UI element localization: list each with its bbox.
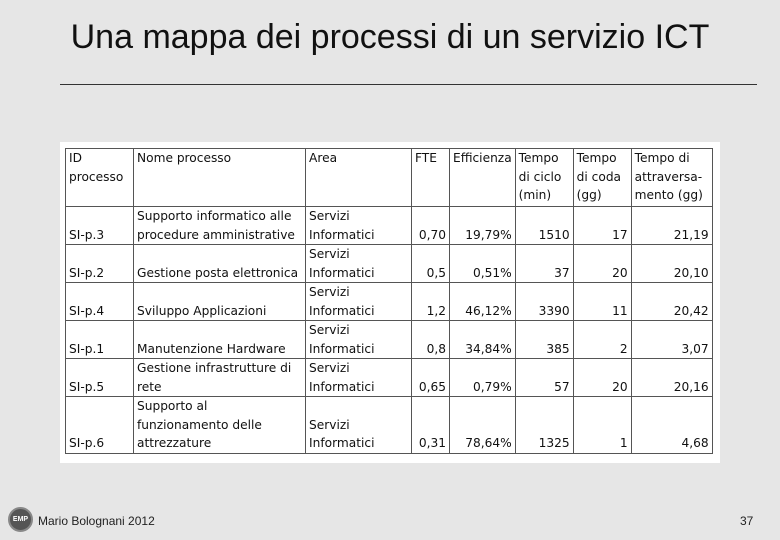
cell-tempo-coda: 11: [573, 283, 631, 321]
table-row: [66, 207, 713, 245]
cell-tempo-attraversamento: 21,19: [631, 207, 712, 245]
header-tempo-ciclo: [515, 149, 573, 207]
cell-tempo-coda: 20: [573, 359, 631, 397]
process-table: [65, 148, 713, 454]
cell-line: attraversa-: [634, 169, 703, 184]
cell-tempo-ciclo: 385: [515, 321, 573, 359]
footer-author: Mario Bolognani 2012: [38, 514, 155, 528]
cell-efficienza: 0,51%: [450, 245, 516, 283]
cell-tempo-attraversamento: 3,07: [631, 321, 712, 359]
cell-tempo-ciclo: 1510: [515, 207, 573, 245]
header-efficienza: [450, 149, 516, 207]
process-table-image: [60, 142, 720, 463]
table-row: [66, 397, 713, 454]
cell-nome-processo: [134, 283, 306, 321]
cell-tempo-coda: 17: [573, 207, 631, 245]
table-header-row: [66, 149, 713, 207]
cell-line: Gestione posta elettronica: [137, 265, 299, 280]
cell-line: (min): [518, 188, 552, 202]
cell-fte: 0,8: [412, 321, 450, 359]
logo-text: EMP: [12, 516, 29, 523]
cell-area: [306, 207, 412, 245]
cell-line: Servizi: [309, 323, 350, 337]
cell-line: Tempo: [576, 151, 617, 165]
cell-tempo-coda: 20: [573, 245, 631, 283]
header-fte: [412, 149, 450, 207]
cell-line: FTE: [415, 151, 437, 165]
cell-tempo-attraversamento: 20,16: [631, 359, 712, 397]
cell-line: funzionamento delle: [137, 417, 262, 432]
cell-line: Servizi: [309, 417, 350, 432]
cell-id: SI-p.6: [66, 397, 134, 454]
cell-line: Supporto informatico alle: [137, 209, 292, 223]
table-row: [66, 359, 713, 397]
cell-line: Informatici: [309, 341, 375, 356]
cell-line: Servizi: [309, 361, 350, 375]
header-id: [66, 149, 134, 207]
cell-line: ID: [69, 151, 82, 165]
table-row: [66, 321, 713, 359]
cell-id: SI-p.2: [66, 245, 134, 283]
cell-line: Sviluppo Applicazioni: [137, 303, 267, 318]
table-row: [66, 283, 713, 321]
cell-line: Nome processo: [137, 151, 232, 165]
header-nome-processo: [134, 149, 306, 207]
cell-line: Area: [309, 151, 338, 165]
cell-efficienza: 34,84%: [450, 321, 516, 359]
cell-line: di ciclo: [518, 169, 562, 184]
cell-line: Informatici: [309, 265, 375, 280]
table-row: [66, 245, 713, 283]
cell-line: attrezzature: [137, 436, 212, 450]
cell-nome-processo: [134, 397, 306, 454]
cell-tempo-ciclo: 37: [515, 245, 573, 283]
header-area: [306, 149, 412, 207]
cell-line: rete: [137, 379, 162, 394]
cell-id: SI-p.1: [66, 321, 134, 359]
cell-line: di coda: [576, 169, 622, 184]
cell-line: Informatici: [309, 379, 375, 394]
cell-line: Tempo: [518, 151, 559, 165]
cell-nome-processo: [134, 359, 306, 397]
cell-line: mento (gg): [634, 188, 703, 202]
cell-line: procedure amministrative: [137, 227, 295, 242]
cell-line: Servizi: [309, 209, 350, 223]
slide-title: Una mappa dei processi di un servizio ICT: [70, 18, 710, 56]
cell-line: Tempo di: [634, 151, 690, 165]
cell-line: Gestione infrastrutture di: [137, 361, 292, 375]
cell-efficienza: 19,79%: [450, 207, 516, 245]
cell-tempo-attraversamento: 4,68: [631, 397, 712, 454]
cell-nome-processo: [134, 207, 306, 245]
cell-tempo-ciclo: 57: [515, 359, 573, 397]
cell-area: [306, 397, 412, 454]
cell-efficienza: 46,12%: [450, 283, 516, 321]
cell-fte: 0,5: [412, 245, 450, 283]
cell-line: Informatici: [309, 227, 375, 242]
header-tempo-attraversamento: [631, 149, 712, 207]
cell-tempo-attraversamento: 20,42: [631, 283, 712, 321]
cell-nome-processo: [134, 245, 306, 283]
cell-line: Manutenzione Hardware: [137, 341, 286, 356]
cell-tempo-ciclo: 1325: [515, 397, 573, 454]
cell-line: processo: [69, 169, 124, 184]
page-number: 37: [740, 514, 754, 528]
header-tempo-coda: [573, 149, 631, 207]
cell-area: [306, 245, 412, 283]
cell-line: Servizi: [309, 285, 350, 299]
cell-tempo-coda: 1: [573, 397, 631, 454]
cell-line: Efficienza: [453, 151, 512, 165]
cell-line: Servizi: [309, 247, 350, 261]
title-divider: [60, 84, 757, 85]
cell-tempo-attraversamento: 20,10: [631, 245, 712, 283]
logo-icon: [8, 507, 33, 532]
cell-area: [306, 359, 412, 397]
cell-line: Informatici: [309, 303, 375, 318]
cell-fte: 1,2: [412, 283, 450, 321]
cell-id: SI-p.5: [66, 359, 134, 397]
cell-line: Informatici: [309, 436, 375, 450]
cell-tempo-ciclo: 3390: [515, 283, 573, 321]
cell-line: (gg): [576, 188, 602, 202]
cell-fte: 0,70: [412, 207, 450, 245]
cell-area: [306, 321, 412, 359]
cell-area: [306, 283, 412, 321]
cell-nome-processo: [134, 321, 306, 359]
cell-id: SI-p.3: [66, 207, 134, 245]
cell-tempo-coda: 2: [573, 321, 631, 359]
cell-efficienza: 0,79%: [450, 359, 516, 397]
cell-id: SI-p.4: [66, 283, 134, 321]
cell-efficienza: 78,64%: [450, 397, 516, 454]
cell-line: Supporto al: [137, 399, 208, 413]
cell-fte: 0,31: [412, 397, 450, 454]
cell-fte: 0,65: [412, 359, 450, 397]
